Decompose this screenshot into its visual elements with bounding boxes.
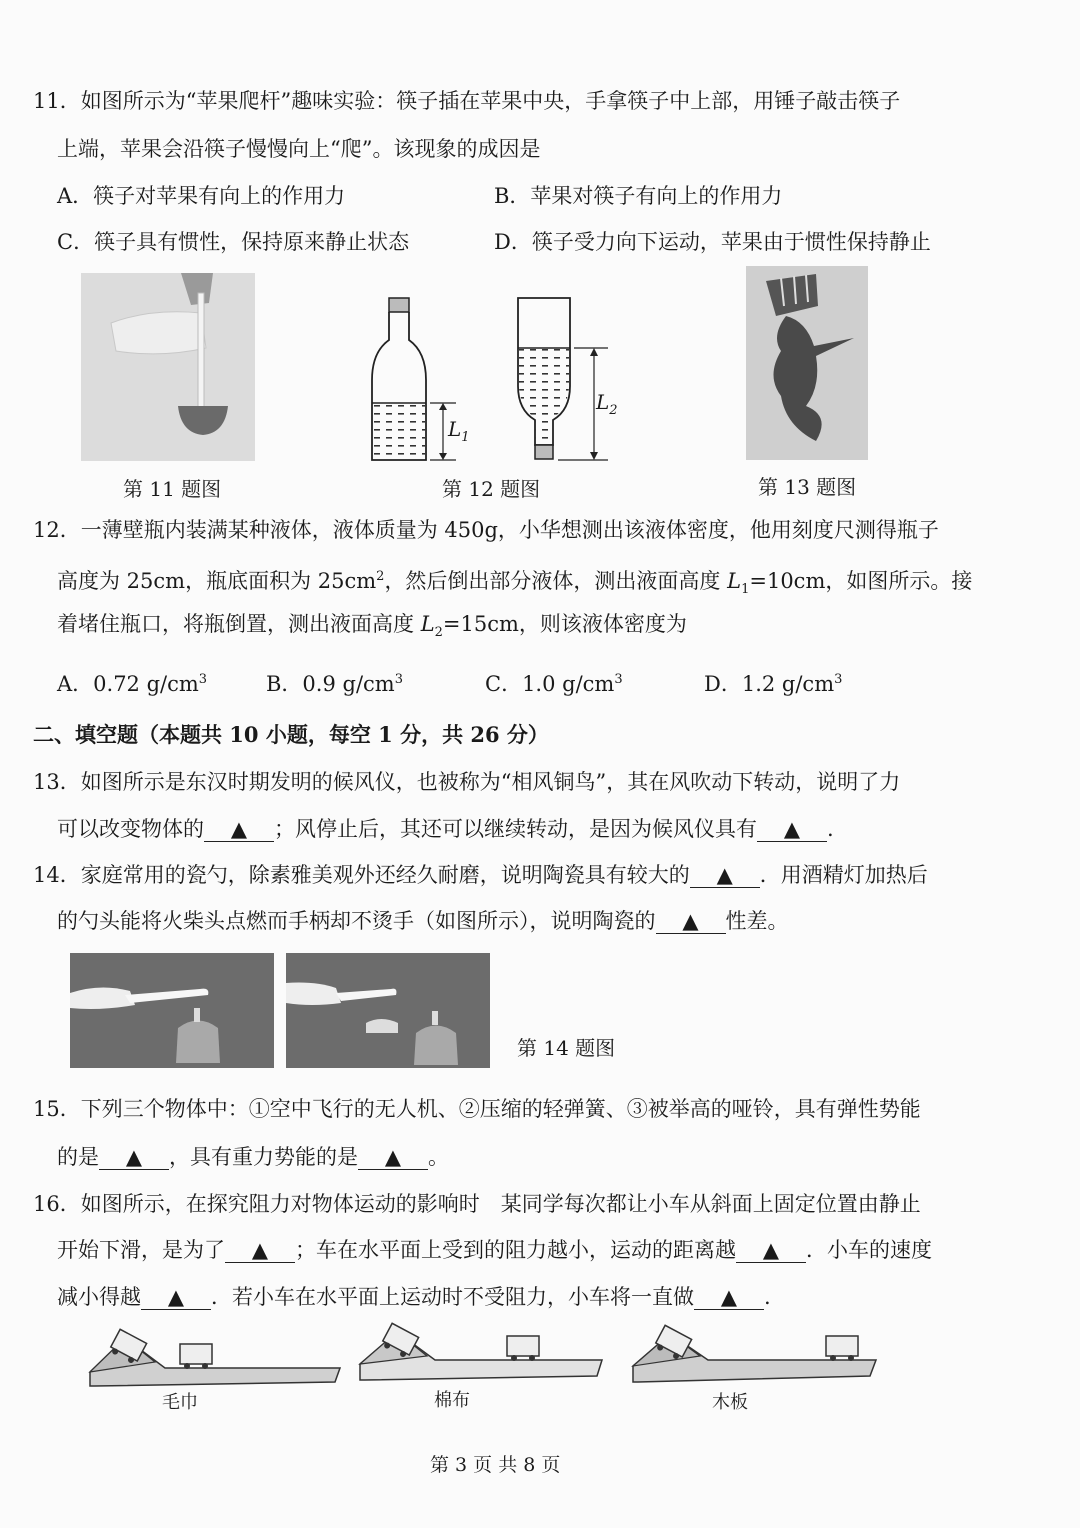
figure-11-caption: 第 11 题图 [123,477,222,501]
page-footer: 第 3 页 共 8 页 [430,1454,561,1476]
surface-label-wood: 木板 [712,1392,748,1413]
q12-option-a: A．0.72 $g/cm^3$ [57,672,208,696]
label-l2: $L_2$ [596,390,618,418]
ramp-cotton [357,1318,607,1388]
q16-stem-line2: 开始下滑，是为了 ▲ ；车在水平面上受到的阻力越小，运动的距离越 ▲ ．小车的速度 [57,1238,932,1262]
ramp-towel [85,1320,345,1390]
figure-14-caption: 第 14 题图 [517,1036,616,1060]
figure-11-photo [81,273,255,461]
q12-stem-line2: 高度为 25cm，瓶底面积为 $25cm^2$，然后倒出部分液体，测出液面高度 $L_1=10cm$，如图所示。接 [57,569,973,598]
q12-option-b: B．0.9 $g/cm^3$ [266,672,403,696]
q12-stem-line1: 12．一薄壁瓶内装满某种液体，液体质量为 450g，小华想测出该液体密度，他用刻度尺测得瓶子 [33,518,939,542]
q12-option-d: D．1.2 $g/cm^3$ [704,672,843,696]
figure-13-photo [746,266,868,460]
answer-blank[interactable]: ▲ [204,817,274,842]
ramp-wood [630,1320,880,1390]
q16-stem-line3: 减小得越 ▲ ．若小车在水平面上运动时不受阻力，小车将一直做 ▲ . [57,1285,771,1309]
figure-14-photo-left [70,953,274,1068]
figure-13-caption: 第 13 题图 [758,475,857,499]
q12-option-c: C．1.0 $g/cm^3$ [485,672,623,696]
answer-blank[interactable]: ▲ [694,1285,764,1310]
q13-stem-line1: 13．如图所示是东汉时期发明的候风仪，也被称为“相风铜鸟”，其在风吹动下转动，说明了力 [33,770,901,794]
q11-stem-line1: 11．如图所示为“苹果爬杆”趣味实验：筷子插在苹果中央，手拿筷子中上部，用锤子敲击筷子 [33,89,901,113]
apple-chopstick-illustration [81,273,255,461]
answer-blank[interactable]: ▲ [736,1238,806,1263]
q11-stem-line2: 上端，苹果会沿筷子慢慢向上“爬”。该现象的成因是 [57,137,541,161]
section-2-heading: 二、填空题（本题共 10 小题，每空 1 分，共 26 分） [33,722,549,747]
q13-stem-line2: 可以改变物体的 ▲ ；风停止后，其还可以继续转动，是因为候风仪具有 ▲ . [57,817,834,841]
q15-stem-line1: 15．下列三个物体中：①空中飞行的无人机、②压缩的轻弹簧、③被举高的哑铃，具有弹性势能 [33,1097,921,1121]
q11-option-d: D．筷子受力向下运动，苹果由于惯性保持静止 [494,230,931,254]
label-l1: $L_1$ [448,417,470,445]
figure-12-caption: 第 12 题图 [442,477,541,501]
bronze-bird-illustration [746,266,868,460]
surface-label-towel: 毛巾 [162,1392,198,1413]
q11-option-a: A．筷子对苹果有向上的作用力 [57,184,346,208]
spoon-match-illustration [286,953,490,1068]
spoon-heating-illustration [70,953,274,1068]
answer-blank[interactable]: ▲ [757,817,827,842]
q11-option-b: B．苹果对筷子有向上的作用力 [494,184,783,208]
q14-stem-line2: 的勺头能将火柴头点燃而手柄却不烫手（如图所示），说明陶瓷的 ▲ 性差。 [57,909,789,933]
answer-blank[interactable]: ▲ [225,1238,295,1263]
q15-stem-line2: 的是 ▲ ，具有重力势能的是 ▲ 。 [57,1145,449,1169]
answer-blank[interactable]: ▲ [690,863,760,888]
figure-14-photo-right [286,953,490,1068]
surface-label-cotton: 棉布 [434,1390,470,1411]
answer-blank[interactable]: ▲ [141,1285,211,1310]
answer-blank[interactable]: ▲ [358,1145,428,1170]
q14-stem-line1: 14．家庭常用的瓷勺，除素雅美观外还经久耐磨，说明陶瓷具有较大的 ▲ ．用酒精灯加热后 [33,863,928,887]
figure-12-bottles [360,290,620,470]
answer-blank[interactable]: ▲ [99,1145,169,1170]
answer-blank[interactable]: ▲ [656,909,726,934]
q16-stem-line1: 16．如图所示，在探究阻力对物体运动的影响时 某同学每次都让小车从斜面上固定位置由静止 [33,1192,921,1216]
q12-stem-line3: 着堵住瓶口，将瓶倒置，测出液面高度 $L_2=15cm$，则该液体密度为 [57,612,687,641]
q11-option-c: C．筷子具有惯性，保持原来静止状态 [57,230,410,254]
